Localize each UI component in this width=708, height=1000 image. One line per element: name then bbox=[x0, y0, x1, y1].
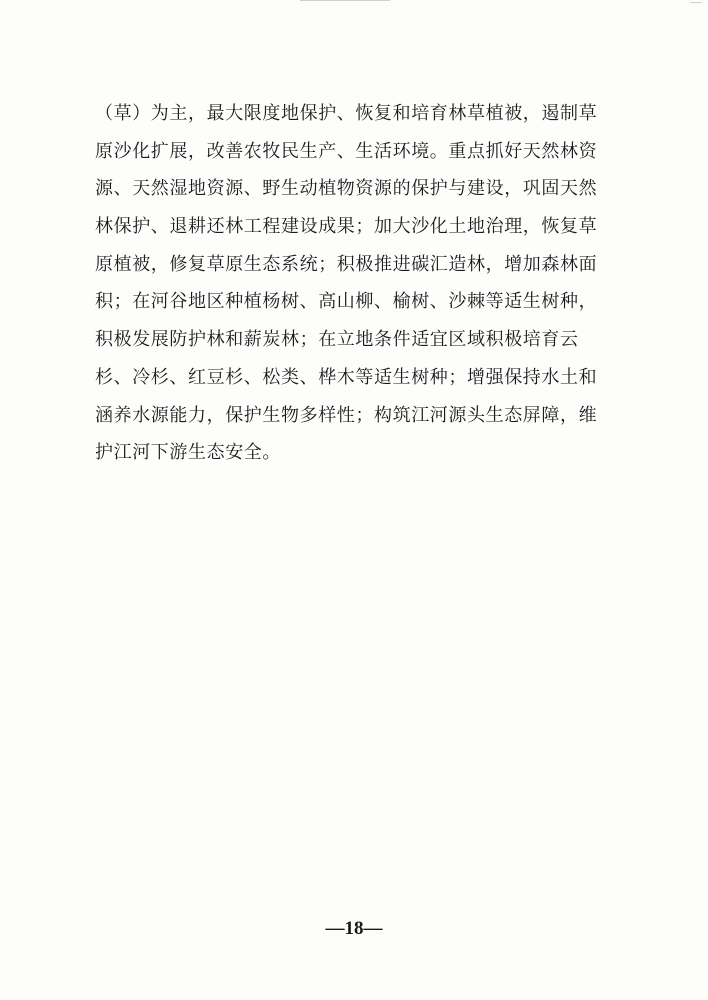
page-number: —18— bbox=[325, 918, 383, 939]
paragraph-line: 源、天然湿地资源、野生动植物资源的保护与建设，巩固天然 bbox=[95, 178, 598, 200]
paragraph-line: 杉、冷杉、红豆杉、松类、桦木等适生树种；增强保持水土和 bbox=[95, 366, 598, 388]
paragraph-line: 护江河下游生态安全。 bbox=[95, 442, 281, 464]
paragraph-line: 涵养水源能力，保护生物多样性；构筑江河源头生态屏障，维 bbox=[95, 404, 598, 426]
paragraph-line: 积；在河谷地区种植杨树、高山柳、榆树、沙棘等适生树种， bbox=[95, 291, 598, 313]
body-paragraph bbox=[95, 95, 617, 472]
paragraph-line: 积极发展防护林和薪炭林；在立地条件适宜区域积极培育云 bbox=[95, 329, 579, 351]
paragraph-line: （草）为主，最大限度地保护、恢复和培育林草植被，遏制草 bbox=[95, 103, 598, 124]
scan-edge-mark bbox=[300, 0, 390, 4]
paragraph-line: 原沙化扩展，改善农牧民生产、生活环境。重点抓好天然林资 bbox=[95, 140, 598, 162]
scan-edge-mark bbox=[690, 2, 702, 6]
paragraph-line: 林保护、退耕还林工程建设成果；加大沙化土地治理，恢复草 bbox=[95, 216, 598, 238]
paragraph-line: 原植被，修复草原生态系统；积极推进碳汇造林，增加森林面 bbox=[95, 253, 598, 275]
